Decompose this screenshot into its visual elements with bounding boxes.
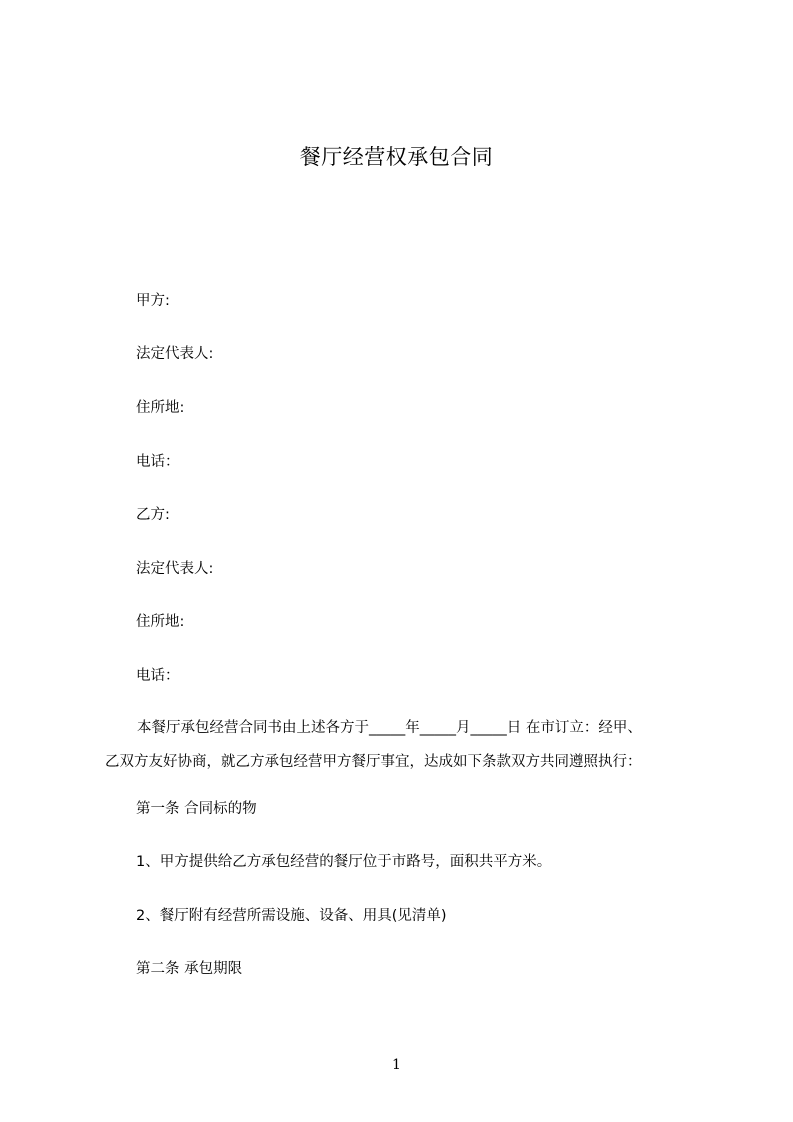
party-b-address: 住所地: — [136, 614, 185, 630]
page-number: 1 — [392, 1057, 401, 1073]
preamble-paragraph — [105, 718, 705, 786]
party-a-legal-rep: 法定代表人: — [136, 346, 214, 362]
article-1-item-1: 1、甲方提供给乙方承包经营的餐厅位于市路号，面积共平方米。 — [136, 854, 552, 870]
preamble-line-2: 乙双方友好协商，就乙方承包经营甲方餐厅事宜，达成如下条款双方共同遵照执行： — [105, 754, 642, 770]
party-a-phone: 电话： — [136, 454, 180, 470]
article-1-item-2: 2、餐厅附有经营所需设施、设备、用具(见清单) — [136, 908, 447, 924]
party-a-label: 甲方: — [136, 293, 170, 309]
party-b-label: 乙方: — [136, 507, 170, 523]
preamble-line-1: 本餐厅承包经营合同书由上述各方于_____年_____月_____日 在市订立：经甲、 — [137, 720, 642, 736]
document-title: 餐厅经营权承包合同 — [299, 145, 494, 169]
article-1-heading: 第一条 合同标的物 — [136, 801, 257, 817]
party-b-phone: 电话： — [136, 668, 180, 684]
party-a-address: 住所地: — [136, 400, 185, 416]
party-b-legal-rep: 法定代表人: — [136, 561, 214, 577]
article-2-heading: 第二条 承包期限 — [136, 961, 243, 977]
